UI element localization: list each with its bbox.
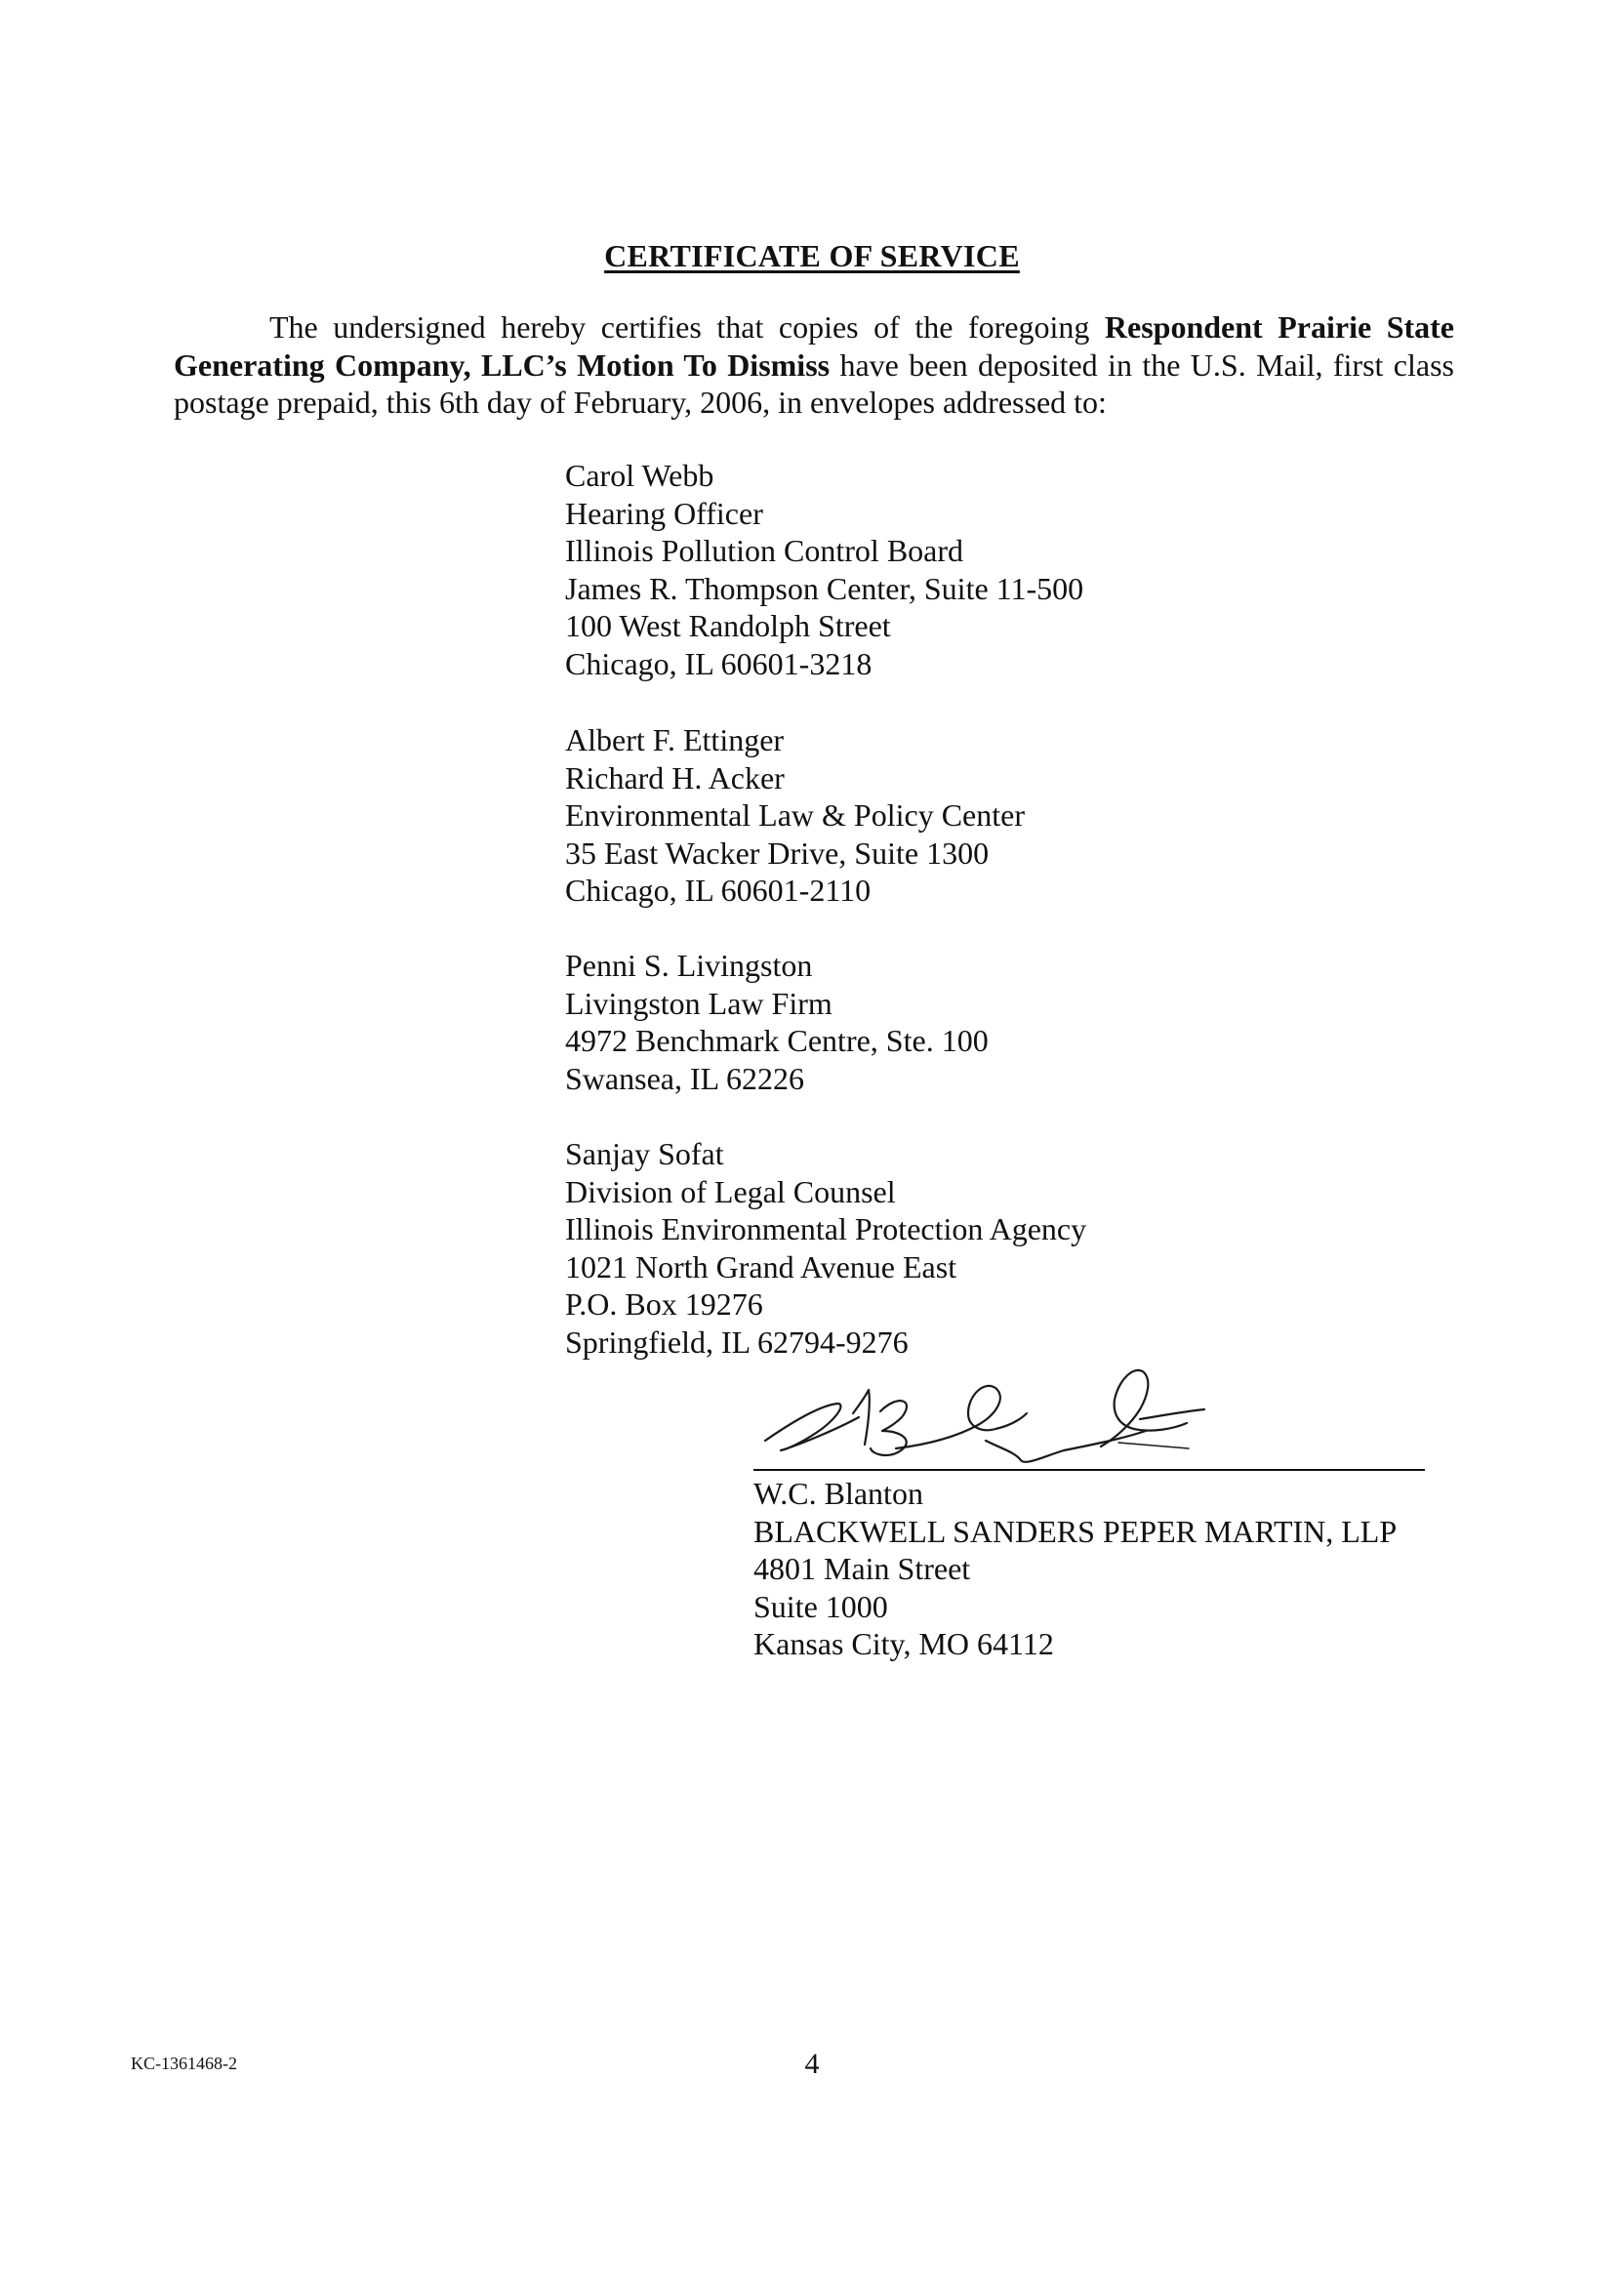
document-id: KC-1361468-2 bbox=[131, 2054, 237, 2073]
address-line: 100 West Randolph Street bbox=[565, 608, 891, 643]
address-line: Richard H. Acker bbox=[565, 759, 785, 795]
address-line: James R. Thompson Center, Suite 11-500 bbox=[565, 570, 1084, 606]
address-line: Carol Webb bbox=[565, 458, 714, 493]
address-line: Penni S. Livingston bbox=[565, 948, 813, 983]
recipient-address-block bbox=[565, 947, 989, 1097]
signer-line: 4801 Main Street bbox=[753, 1551, 971, 1586]
signer-line: Suite 1000 bbox=[753, 1588, 888, 1624]
signer-line: BLACKWELL SANDERS PEPER MARTIN, LLP bbox=[753, 1513, 1398, 1549]
body-rest: have been deposited in the U.S. Mail, first class postage prepaid, this 6th day of February, 2006, in envelopes addressed to: bbox=[174, 346, 1455, 420]
recipient-address-block bbox=[565, 1135, 1086, 1361]
address-line: 4972 Benchmark Centre, Ste. 100 bbox=[565, 1023, 989, 1058]
page-number: 4 bbox=[804, 2048, 820, 2080]
signature-line bbox=[753, 1469, 1425, 1471]
address-line: Livingston Law Firm bbox=[565, 985, 832, 1021]
address-line: Illinois Environmental Protection Agency bbox=[565, 1211, 1087, 1246]
address-line: 35 East Wacker Drive, Suite 1300 bbox=[565, 835, 990, 871]
address-line: Albert F. Ettinger bbox=[565, 722, 785, 757]
certification-paragraph bbox=[174, 308, 1454, 422]
body-intro: The undersigned hereby certifies that copies of the foregoing bbox=[269, 309, 1105, 345]
address-line: Chicago, IL 60601-2110 bbox=[565, 873, 872, 908]
recipient-address-block bbox=[565, 457, 1083, 682]
handwritten-signature bbox=[751, 1355, 1239, 1474]
recipient-address-block bbox=[565, 721, 1025, 910]
address-line: 1021 North Grand Avenue East bbox=[565, 1248, 957, 1284]
signer-line: Kansas City, MO 64112 bbox=[753, 1626, 1054, 1661]
address-line: P.O. Box 19276 bbox=[565, 1286, 763, 1322]
address-line: Hearing Officer bbox=[565, 495, 763, 531]
address-line: Chicago, IL 60601-3218 bbox=[565, 645, 873, 681]
signer-address-block bbox=[753, 1475, 1397, 1663]
address-line: Environmental Law & Policy Center bbox=[565, 797, 1025, 833]
address-line: Division of Legal Counsel bbox=[565, 1173, 896, 1209]
page-title: CERTIFICATE OF SERVICE bbox=[604, 238, 1020, 273]
motion-title: Respondent Prairie State Generating Company, LLC’s Motion To Dismiss bbox=[174, 309, 1455, 383]
signer-line: W.C. Blanton bbox=[753, 1476, 923, 1511]
address-line: Springfield, IL 62794-9276 bbox=[565, 1324, 909, 1360]
address-line: Sanjay Sofat bbox=[565, 1136, 724, 1171]
address-line: Illinois Pollution Control Board bbox=[565, 533, 964, 568]
address-line: Swansea, IL 62226 bbox=[565, 1060, 804, 1096]
